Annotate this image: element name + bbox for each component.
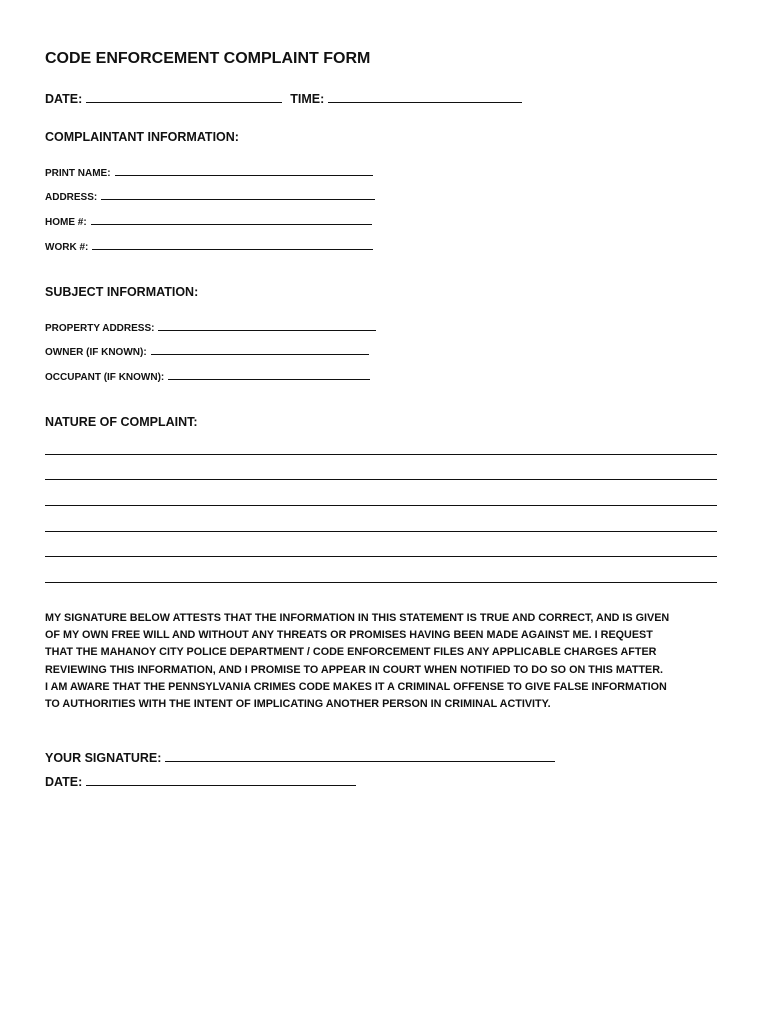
print-name-field[interactable] bbox=[115, 174, 373, 176]
date-field[interactable] bbox=[86, 101, 282, 103]
attestation-line: TO AUTHORITIES WITH THE INTENT OF IMPLICATING ANOTHER PERSON IN CRIMINAL ACTIVITY. bbox=[45, 698, 551, 711]
attestation-statement bbox=[45, 610, 735, 713]
owner-row bbox=[45, 347, 369, 358]
complaint-line[interactable] bbox=[45, 530, 717, 532]
complainant-heading: COMPLAINTANT INFORMATION: bbox=[45, 130, 239, 144]
home-phone-label: HOME #: bbox=[45, 217, 87, 228]
time-field[interactable] bbox=[328, 101, 522, 103]
signature-row bbox=[45, 751, 555, 765]
signature-date-field[interactable] bbox=[86, 784, 356, 786]
complaint-line[interactable] bbox=[45, 504, 717, 506]
complaint-line[interactable] bbox=[45, 453, 717, 455]
attestation-line: THAT THE MAHANOY CITY POLICE DEPARTMENT / CODE ENFORCEMENT FILES ANY APPLICABLE CHARGES AFTER bbox=[45, 646, 657, 659]
signature-field[interactable] bbox=[165, 760, 555, 762]
complaint-heading: NATURE OF COMPLAINT: bbox=[45, 415, 198, 429]
address-field[interactable] bbox=[101, 198, 375, 200]
date-label: DATE: bbox=[45, 92, 83, 106]
owner-field[interactable] bbox=[151, 353, 369, 355]
complaint-line[interactable] bbox=[45, 478, 717, 480]
attestation-line: REVIEWING THIS INFORMATION, AND I PROMISE TO APPEAR IN COURT WHEN NOTIFIED TO DO SO ON THIS MATTER. bbox=[45, 663, 664, 676]
occupant-label: OCCUPANT (IF KNOWN): bbox=[45, 372, 165, 383]
attestation-line: I AM AWARE THAT THE PENNSYLVANIA CRIMES CODE MAKES IT A CRIMINAL OFFENSE TO GIVE FALSE INFORMATION bbox=[45, 680, 667, 693]
occupant-field[interactable] bbox=[168, 378, 370, 380]
address-row bbox=[45, 192, 375, 203]
subject-heading: SUBJECT INFORMATION: bbox=[45, 285, 199, 299]
address-label: ADDRESS: bbox=[45, 192, 98, 203]
signature-date-row bbox=[45, 775, 356, 789]
print-name-row bbox=[45, 168, 373, 179]
home-phone-field[interactable] bbox=[91, 223, 372, 225]
work-phone-row bbox=[45, 242, 373, 253]
time-label: TIME: bbox=[290, 92, 325, 106]
property-address-row bbox=[45, 323, 376, 334]
work-phone-field[interactable] bbox=[92, 248, 373, 250]
attestation-line: MY SIGNATURE BELOW ATTESTS THAT THE INFORMATION IN THIS STATEMENT IS TRUE AND CORRECT, AND IS GIVEN bbox=[45, 612, 670, 624]
complaint-line[interactable] bbox=[45, 555, 717, 557]
occupant-row bbox=[45, 372, 370, 383]
page-title: CODE ENFORCEMENT COMPLAINT FORM bbox=[45, 50, 371, 67]
complaint-line[interactable] bbox=[45, 581, 717, 583]
date-time-row bbox=[45, 92, 522, 106]
property-address-label: PROPERTY ADDRESS: bbox=[45, 323, 155, 334]
print-name-label: PRINT NAME: bbox=[45, 168, 111, 179]
property-address-field[interactable] bbox=[158, 329, 376, 331]
signature-date-label: DATE: bbox=[45, 775, 83, 789]
home-phone-row bbox=[45, 217, 372, 228]
signature-label: YOUR SIGNATURE: bbox=[45, 751, 162, 765]
work-phone-label: WORK #: bbox=[45, 242, 89, 253]
owner-label: OWNER (IF KNOWN): bbox=[45, 347, 147, 358]
attestation-line: OF MY OWN FREE WILL AND WITHOUT ANY THREATS OR PROMISES HAVING BEEN MADE AGAINST ME. I REQUEST bbox=[45, 629, 653, 642]
